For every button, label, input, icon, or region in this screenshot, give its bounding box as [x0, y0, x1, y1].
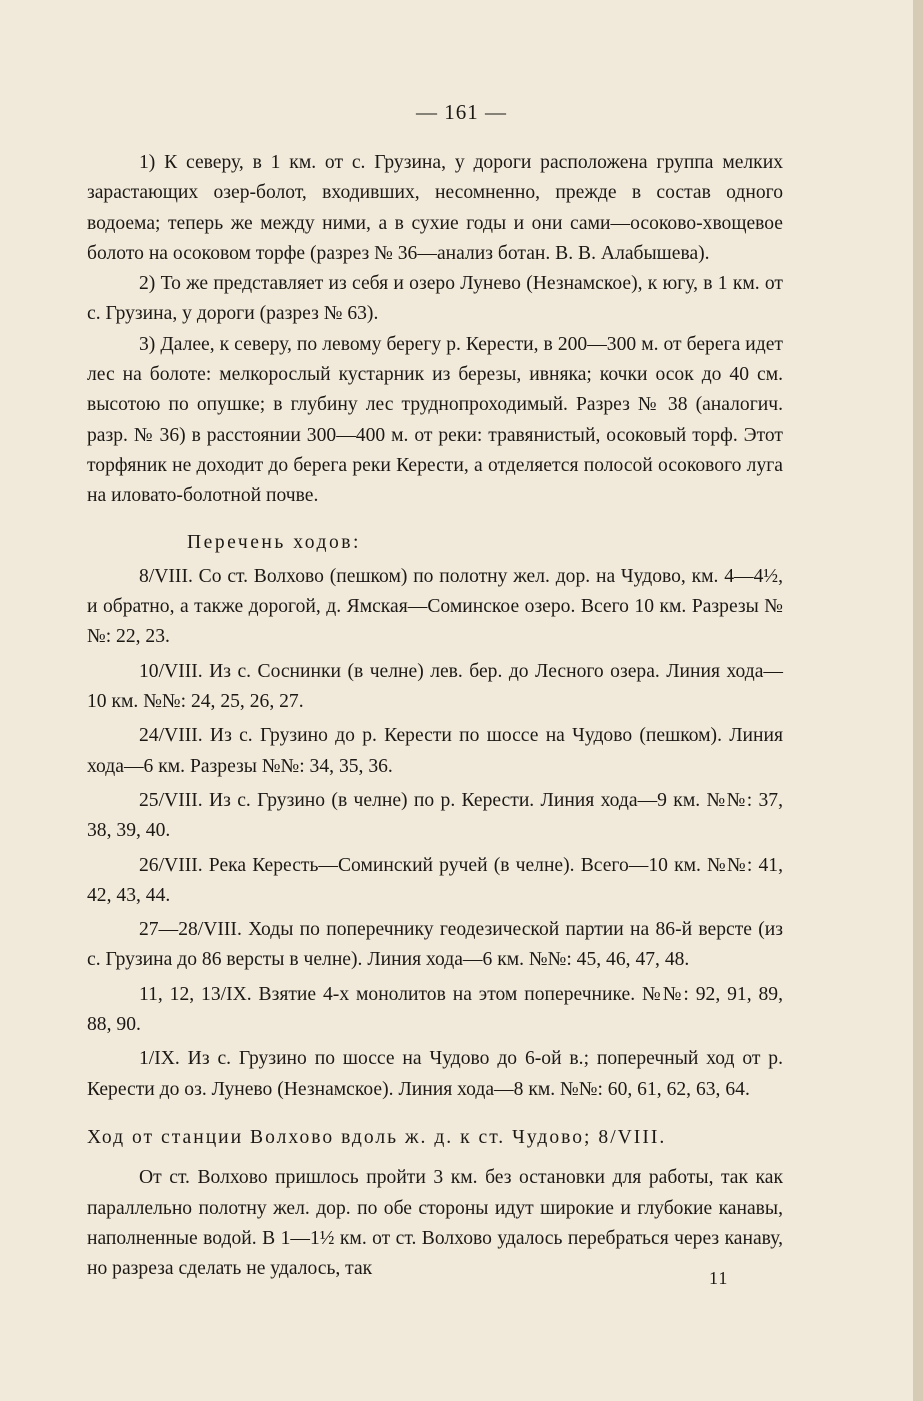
routes-list: [87, 562, 783, 1105]
route-item: 8/VIII. Со ст. Волхово (пешком) по полотну жел. дор. на Чудово, км. 4—4½, и обратно, а также дорогой, д. Ямская—Соминское озеро. Всего 10 км. Разрезы №№: 22, 23.: [87, 565, 783, 648]
route-item: 10/VIII. Из с. Соснинки (в челне) лев. бер. до Лесного озера. Линия хода—10 км. №№: 24, 25, 26, 27.: [87, 660, 783, 713]
route-item: 1/IX. Из с. Грузино по шоссе на Чудово до 6-ой в.; поперечный ход от р. Керести до оз. Лунево (Незнамское). Линия хода—8 км. №№: 60, 61, 62, 63, 64.: [87, 1048, 783, 1100]
paragraph-3: 3) Далее, к северу, по левому берегу р. Керести, в 200—300 м. от берега идет лес на болоте: мелкорослый кустарник из березы, ивняка; кочки осок до 40 см. высотою по опушке; в глубину лес труднопроходимый. Разрез № 38 (аналогич. разр. № 36) в расстоянии 300—400 м. от реки: травянистый, осоковый торф. Этот торфяник не доходит до берега реки Керести, а отделяется полосой осокового луга на иловато-болотной почве.: [87, 333, 783, 507]
route-item: 26/VIII. Река Кересть—Соминский ручей (в челне). Всего—10 км. №№: 41, 42, 43, 44.: [87, 854, 783, 906]
section-paragraph: От ст. Волхово пришлось пройти 3 км. без остановки для работы, так как параллельно полотну жел. дор. по обе стороны идут широкие и глубокие канавы, наполненные водой. В 1—1½ км. от ст. Волхово удалось перебраться через канаву, но разреза сделать не удалось, так: [87, 1167, 783, 1280]
route-item: 24/VIII. Из с. Грузино до р. Керести по шоссе на Чудово (пешком). Линия хода—6 км. Разрезы №№: 34, 35, 36.: [87, 725, 783, 777]
routes-heading: Перечень ходов:: [187, 531, 361, 553]
paragraph-2: 2) То же представляет из себя и озеро Лунево (Незнамское), к югу, в 1 км. от с. Грузина, у дороги (разрез № 63).: [87, 273, 783, 325]
route-item: 11, 12, 13/IX. Взятие 4-х монолитов на этом поперечнике. №№: 92, 91, 89, 88, 90.: [87, 983, 783, 1036]
route-item: 25/VIII. Из с. Грузино (в челне) по р. Керести. Линия хода—9 км. №№: 37, 38, 39, 40.: [87, 789, 783, 842]
route-item: 27—28/VIII. Ходы по поперечнику геодезической партии на 86-й версте (из с. Грузина до 86 версты в челне). Линия хода—6 км. №№: 45, 46, 47, 48.: [87, 919, 783, 971]
page-number: — 161 —: [416, 100, 507, 124]
page-edge: [913, 0, 923, 1401]
section-heading: Ход от станции Волхово вдоль ж. д. к ст. Чудово; 8/VIII.: [87, 1126, 667, 1148]
signature-mark: 11: [709, 1268, 729, 1288]
paragraph-1: 1) К северу, в 1 км. от с. Грузина, у дороги расположена группа мелких зарастающих озер-болот, входивших, несомненно, прежде в состав одного водоема; теперь же между ними, а в сухие годы и они сами—осоково-хвощевое болото на осоковом торфе (разрез № 36—анализ ботан. В. В. Алабышева).: [87, 152, 783, 264]
body-text: [87, 148, 783, 1284]
